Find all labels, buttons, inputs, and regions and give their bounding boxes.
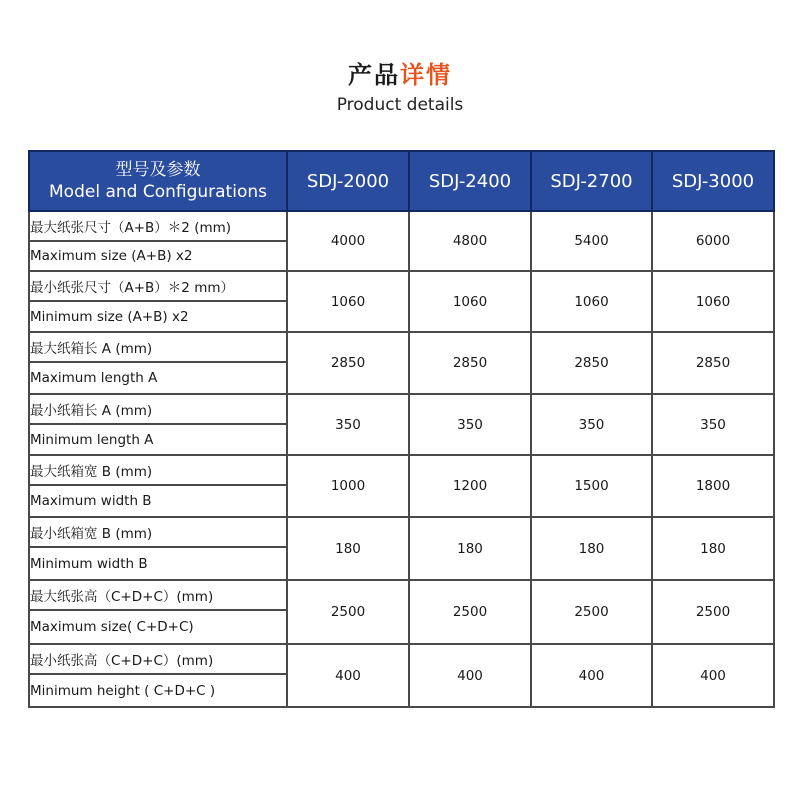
value-cell: 1500 bbox=[531, 455, 652, 517]
row-label-en: Minimum width B bbox=[29, 547, 287, 580]
value-cell: 180 bbox=[287, 517, 409, 580]
table-header-row bbox=[29, 151, 774, 211]
row-label-en: Minimum length A bbox=[29, 424, 287, 455]
spec-table bbox=[28, 150, 775, 708]
value-cell: 180 bbox=[652, 517, 774, 580]
row-label-cn: 最大纸张高（C+D+C）(mm) bbox=[29, 580, 287, 610]
page-heading bbox=[0, 58, 800, 116]
title-part-accent: 详情 bbox=[400, 61, 452, 89]
table-row bbox=[29, 517, 774, 547]
value-cell: 2850 bbox=[409, 332, 531, 394]
value-cell: 400 bbox=[409, 644, 531, 707]
value-cell: 1060 bbox=[287, 271, 409, 332]
value-cell: 2500 bbox=[287, 580, 409, 644]
row-label-cn: 最大纸箱长 A (mm) bbox=[29, 332, 287, 362]
table-row bbox=[29, 394, 774, 424]
row-label-en: Maximum width B bbox=[29, 485, 287, 517]
header-model: SDJ-2400 bbox=[409, 151, 531, 211]
header-model: SDJ-2000 bbox=[287, 151, 409, 211]
value-cell: 350 bbox=[652, 394, 774, 455]
header-model: SDJ-3000 bbox=[652, 151, 774, 211]
table-body bbox=[29, 211, 774, 707]
value-cell: 2500 bbox=[531, 580, 652, 644]
value-cell: 350 bbox=[287, 394, 409, 455]
value-cell: 2850 bbox=[287, 332, 409, 394]
row-label-cn: 最小纸箱长 A (mm) bbox=[29, 394, 287, 424]
value-cell: 1060 bbox=[409, 271, 531, 332]
value-cell: 2850 bbox=[531, 332, 652, 394]
value-cell: 4800 bbox=[409, 211, 531, 271]
value-cell: 1200 bbox=[409, 455, 531, 517]
header-label-cn: 型号及参数 bbox=[115, 160, 201, 180]
value-cell: 400 bbox=[652, 644, 774, 707]
value-cell: 400 bbox=[287, 644, 409, 707]
value-cell: 350 bbox=[409, 394, 531, 455]
value-cell: 2500 bbox=[652, 580, 774, 644]
value-cell: 1060 bbox=[652, 271, 774, 332]
table-row bbox=[29, 644, 774, 674]
row-label-cn: 最小纸箱宽 B (mm) bbox=[29, 517, 287, 547]
row-label-cn: 最大纸张尺寸（A+B）＊2 (mm) bbox=[29, 211, 287, 241]
value-cell: 4000 bbox=[287, 211, 409, 271]
header-label-en: Model and Configurations bbox=[49, 182, 267, 202]
value-cell: 5400 bbox=[531, 211, 652, 271]
value-cell: 1060 bbox=[531, 271, 652, 332]
value-cell: 180 bbox=[409, 517, 531, 580]
table-row bbox=[29, 271, 774, 301]
table-row bbox=[29, 455, 774, 485]
table-row bbox=[29, 332, 774, 362]
value-cell: 400 bbox=[531, 644, 652, 707]
page-title bbox=[0, 58, 800, 92]
row-label-en: Maximum size( C+D+C) bbox=[29, 610, 287, 644]
table-row bbox=[29, 211, 774, 241]
value-cell: 6000 bbox=[652, 211, 774, 271]
value-cell: 2850 bbox=[652, 332, 774, 394]
header-model-config bbox=[29, 151, 287, 211]
row-label-en: Maximum length A bbox=[29, 362, 287, 394]
value-cell: 2500 bbox=[409, 580, 531, 644]
row-label-cn: 最小纸张尺寸（A+B）＊2 mm） bbox=[29, 271, 287, 301]
title-part-black: 产品 bbox=[348, 61, 400, 89]
table-row bbox=[29, 580, 774, 610]
value-cell: 1000 bbox=[287, 455, 409, 517]
row-label-cn: 最大纸箱宽 B (mm) bbox=[29, 455, 287, 485]
page-subtitle: Product details bbox=[336, 95, 464, 115]
row-label-en: Minimum height ( C+D+C ) bbox=[29, 674, 287, 707]
row-label-cn: 最小纸张高（C+D+C）(mm) bbox=[29, 644, 287, 674]
value-cell: 180 bbox=[531, 517, 652, 580]
value-cell: 1800 bbox=[652, 455, 774, 517]
row-label-en: Maximum size (A+B) x2 bbox=[29, 241, 287, 271]
value-cell: 350 bbox=[531, 394, 652, 455]
row-label-en: Minimum size (A+B) x2 bbox=[29, 301, 287, 332]
header-model: SDJ-2700 bbox=[531, 151, 652, 211]
